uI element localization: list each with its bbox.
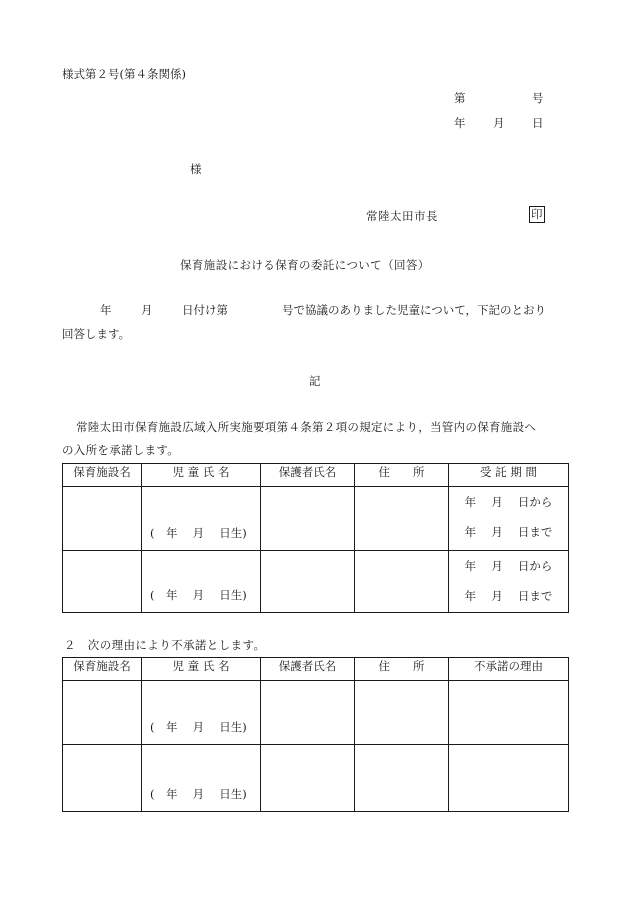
- approval-text-line2: の入所を承諾します。: [62, 443, 180, 457]
- table-row: [63, 681, 569, 745]
- facility-cell: [63, 745, 142, 812]
- intro-day: 日付け第: [182, 303, 228, 317]
- table-row: [63, 551, 569, 613]
- birth-date-label: ( 年 月 日生): [150, 720, 247, 734]
- reason-cell: [449, 681, 569, 745]
- child-cell: [142, 551, 261, 613]
- period-from: 年 月 日から: [464, 559, 553, 573]
- address-cell: [355, 745, 449, 812]
- intro-line2: 回答します。: [62, 327, 131, 341]
- address-cell: [355, 551, 449, 613]
- rejection-header-facility: 保育施設名: [63, 658, 142, 681]
- guardian-cell: [261, 551, 355, 613]
- facility-cell: [63, 487, 142, 551]
- child-cell: [142, 487, 261, 551]
- doc-number-dai: 第: [454, 91, 466, 105]
- table-row: [63, 487, 569, 551]
- ki-heading: 記: [309, 374, 321, 388]
- facility-cell: [63, 681, 142, 745]
- period-to: 年 月 日まで: [464, 525, 553, 539]
- guardian-cell: [261, 681, 355, 745]
- approval-header-child: 児 童 氏 名: [142, 464, 261, 487]
- approval-header-guardian: 保護者氏名: [261, 464, 355, 487]
- addressee-honorific: 様: [190, 162, 202, 176]
- period-cell: [449, 487, 569, 551]
- birth-date-label: ( 年 月 日生): [150, 588, 247, 602]
- date-month: 月: [493, 116, 505, 130]
- rejection-heading: ２ 次の理由により不承諾とします。: [64, 638, 266, 652]
- seal-label: 印: [531, 207, 543, 221]
- birth-date-label: ( 年 月 日生): [150, 787, 247, 801]
- rejection-header-address: 住 所: [355, 658, 449, 681]
- date-year: 年: [454, 116, 466, 130]
- period-from: 年 月 日から: [464, 495, 553, 509]
- document-subject: 保育施設における保育の委託について（回答）: [180, 258, 430, 272]
- child-cell: [142, 745, 261, 812]
- issuer-title: 常陸太田市長: [366, 209, 438, 223]
- table-row: [63, 745, 569, 812]
- approval-table: [62, 463, 569, 613]
- intro-year: 年: [100, 303, 112, 317]
- reason-cell: [449, 745, 569, 812]
- seal-stamp: [529, 206, 545, 223]
- rejection-header-child: 児 童 氏 名: [142, 658, 261, 681]
- rejection-table-header: [63, 658, 569, 681]
- rejection-header-guardian: 保護者氏名: [261, 658, 355, 681]
- guardian-cell: [261, 487, 355, 551]
- approval-table-header: [63, 464, 569, 487]
- form-label: 様式第２号(第４条関係): [62, 67, 186, 81]
- approval-text-line1: 常陸太田市保育施設広域入所実施要項第４条第２項の規定により，当管内の保育施設へ: [76, 420, 537, 434]
- child-cell: [142, 681, 261, 745]
- rejection-table: [62, 657, 569, 812]
- approval-paragraph: [62, 416, 572, 462]
- address-cell: [355, 487, 449, 551]
- rejection-header-reason: 不承諾の理由: [449, 658, 569, 681]
- birth-date-label: ( 年 月 日生): [150, 526, 247, 540]
- intro-month: 月: [141, 303, 153, 317]
- facility-cell: [63, 551, 142, 613]
- period-to: 年 月 日まで: [464, 589, 553, 603]
- date-day: 日: [532, 116, 544, 130]
- guardian-cell: [261, 745, 355, 812]
- address-cell: [355, 681, 449, 745]
- doc-number-go: 号: [532, 91, 544, 105]
- intro-text: 号で協議のありました児童について，下記のとおり: [282, 303, 547, 317]
- period-cell: [449, 551, 569, 613]
- approval-header-period: 受 託 期 間: [449, 464, 569, 487]
- approval-header-facility: 保育施設名: [63, 464, 142, 487]
- approval-header-address: 住 所: [355, 464, 449, 487]
